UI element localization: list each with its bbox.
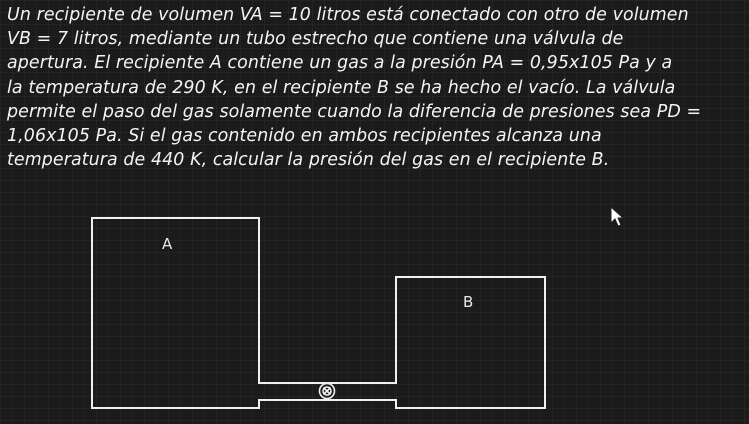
problem-line: temperatura de 440 K, calcular la presión del gas en el recipiente B. <box>7 150 610 171</box>
problem-line: permite el paso del gas solamente cuando la diferencia de presiones sea PD = <box>7 101 702 122</box>
problem-line: 1,06x105 Pa. Si el gas contenido en ambos recipientes alcanza una <box>7 126 602 147</box>
problem-line: apertura. El recipiente A contiene un gas a la presión PA = 0,95x105 Pa y a <box>7 53 673 74</box>
container-a-label: A <box>162 235 173 253</box>
container-a-outline <box>92 218 545 408</box>
container-b-label: B <box>463 293 474 311</box>
problem-line: Un recipiente de volumen VA = 10 litros está conectado con otro de volumen <box>7 5 689 25</box>
valve-icon <box>320 384 335 399</box>
problem-line: VB = 7 litros, mediante un tubo estrecho que contiene una válvula de <box>7 29 624 50</box>
mouse-cursor-icon <box>610 206 626 228</box>
problem-line: la temperatura de 290 K, en el recipiente B se ha hecho el vacío. La válvula <box>7 77 676 98</box>
